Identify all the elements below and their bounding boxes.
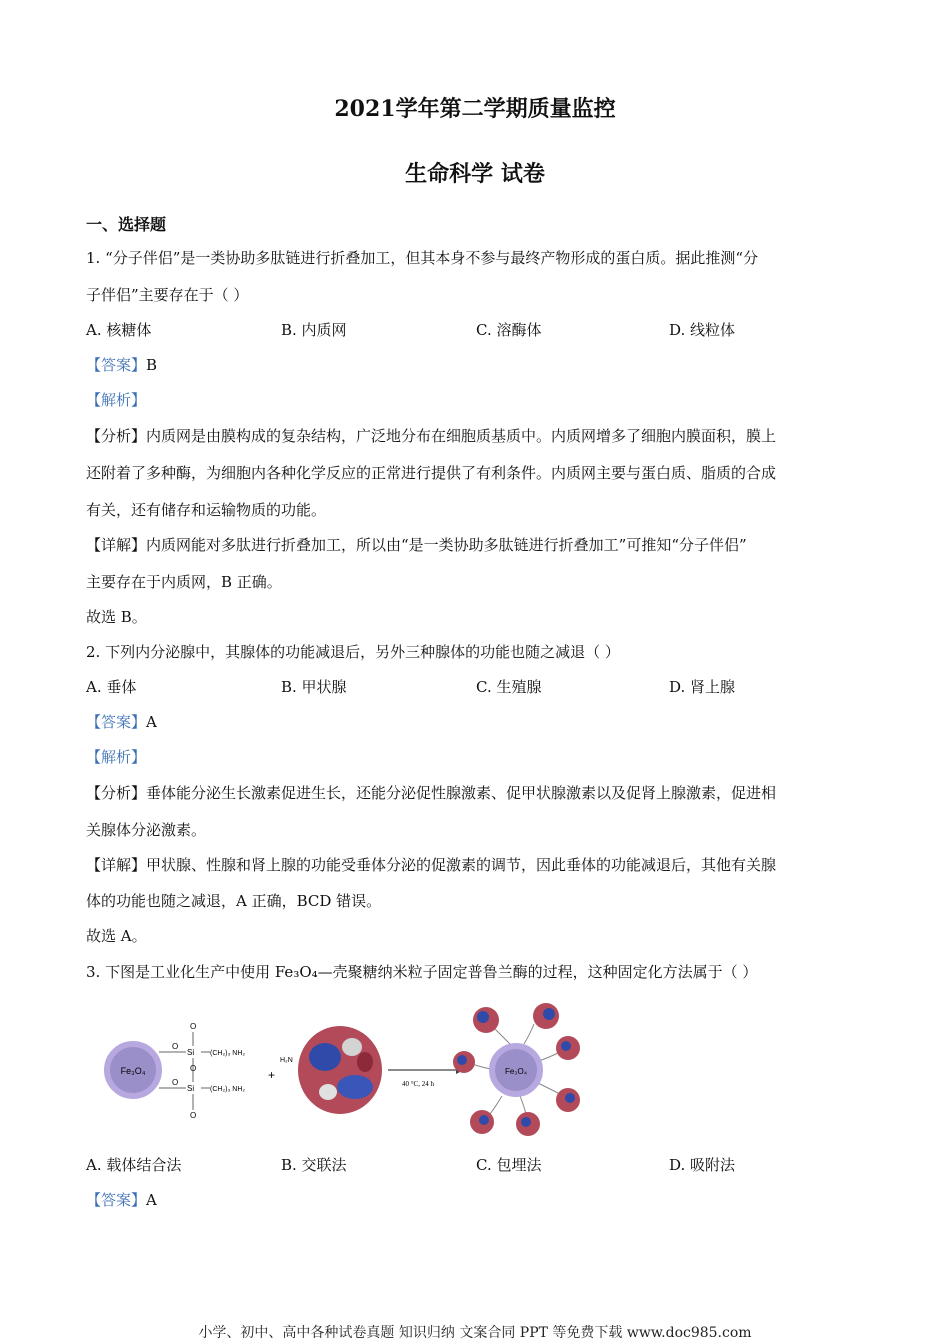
page-footer: 小学、初中、高中各种试卷真题 知识归纳 文案合同 PPT 等免费下载 www.doc985.com [198, 1325, 752, 1341]
oxygen-label-3: O [190, 1022, 197, 1031]
si-label-2: Si [187, 1084, 195, 1093]
silane-linker [159, 1032, 210, 1110]
q2-stem-line1: 2. 下列内分泌腺中，其腺体的功能减退后，另外三种腺体的功能也随之减退（ ） [86, 643, 620, 661]
q1-option-d: D. 线粒体 [669, 321, 736, 339]
detail-tag: 【详解】 [86, 856, 147, 874]
q2-detail-line1 [86, 855, 866, 875]
q2-option-d: D. 肾上腺 [669, 678, 736, 696]
oxygen-label-1: O [172, 1042, 179, 1051]
chain-label-2: (CH₂)₃ NH₂ [210, 1086, 246, 1093]
reaction-condition: 40 °C, 24 h [402, 1080, 434, 1088]
immobilization-figure [100, 1002, 590, 1142]
fe3o4-label-left: Fe₃O₄ [120, 1066, 146, 1076]
analysis-tag: 【解析】 [86, 748, 147, 766]
exam-subtitle: 生命科学 试卷 [405, 161, 545, 187]
q1-analysis-tag [86, 390, 866, 410]
q1-fenxi-line3: 有关，还有储存和运输物质的功能。 [86, 501, 327, 519]
enzyme-cluster [298, 1026, 382, 1114]
q1-fenxi-line2: 还附着了多种酶，为细胞内各种化学反应的正常进行提供了有利条件。内质网主要与蛋白质、脂质的合成 [86, 464, 777, 482]
fenxi-text: 内质网是由膜构成的复杂结构，广泛地分布在细胞质基质中。内质网增多了细胞内膜面积，膜上 [146, 427, 777, 445]
exam-title: 2021学年第二学期质量监控 [334, 96, 616, 122]
q2-conclusion: 故选 A。 [86, 927, 147, 945]
fenxi-tag: 【分析】 [86, 784, 147, 802]
q1-option-b: B. 内质网 [281, 321, 347, 339]
q3-answer [86, 1190, 866, 1210]
q1-stem-line2: 子伴侣”主要存在于（ ） [86, 286, 249, 304]
q2-option-b: B. 甲状腺 [281, 678, 347, 696]
answer-value: B [146, 356, 158, 374]
q2-detail-line2: 体的功能也随之减退，A 正确，BCD 错误。 [86, 892, 382, 910]
answer-value: A [146, 1191, 157, 1209]
q1-option-c: C. 溶酶体 [476, 321, 542, 339]
immobilized-product [453, 1003, 580, 1136]
q1-option-a: A. 核糖体 [86, 321, 152, 339]
q3-option-c: C. 包埋法 [476, 1156, 542, 1174]
amine-label: H₂N [280, 1057, 293, 1064]
q1-conclusion: 故选 B。 [86, 608, 147, 626]
section-title: 一、选择题 [86, 215, 167, 234]
q2-option-a: A. 垂体 [86, 678, 137, 696]
answer-tag: 【答案】 [86, 356, 147, 374]
q1-stem-line1: 1. “分子伴侣”是一类协助多肽链进行折叠加工，但其本身不参与最终产物形成的蛋白质。据此推测“分 [86, 249, 759, 267]
q2-answer [86, 712, 866, 732]
detail-text: 甲状腺、性腺和肾上腺的功能受垂体分泌的促激素的调节，因此垂体的功能减退后，其他有关腺 [146, 856, 777, 874]
fe3o4-label-right: Fe₃O₄ [504, 1067, 528, 1076]
q3-stem-line1: 3. 下图是工业化生产中使用 Fe₃O₄—壳聚糖纳米粒子固定普鲁兰酶的过程，这种固定化方法属于（ ） [86, 963, 758, 981]
q1-answer [86, 355, 866, 375]
oxygen-label-2: O [172, 1078, 179, 1087]
answer-tag: 【答案】 [86, 713, 147, 731]
q1-fenxi-line1 [86, 426, 866, 446]
q3-option-b: B. 交联法 [281, 1156, 347, 1174]
analysis-tag: 【解析】 [86, 391, 147, 409]
answer-value: A [146, 713, 157, 731]
oxygen-label-5: O [190, 1111, 197, 1120]
q2-fenxi-line1 [86, 783, 866, 803]
q2-option-c: C. 生殖腺 [476, 678, 542, 696]
q1-detail-line2: 主要存在于内质网，B 正确。 [86, 573, 282, 591]
q2-analysis-tag [86, 747, 866, 767]
detail-text: 内质网能对多肽进行折叠加工，所以由“是一类协助多肽链进行折叠加工”可推知“分子伴侣” [146, 536, 747, 554]
fenxi-tag: 【分析】 [86, 427, 147, 445]
fenxi-text: 垂体能分泌生长激素促进生长，还能分泌促性腺激素、促甲状腺激素以及促肾上腺激素，促进相 [146, 784, 777, 802]
q2-fenxi-line2: 关腺体分泌激素。 [86, 821, 207, 839]
detail-tag: 【详解】 [86, 536, 147, 554]
plus-sign: + [268, 1068, 276, 1082]
q3-option-a: A. 载体结合法 [86, 1156, 182, 1174]
oxygen-label-4: O [190, 1064, 197, 1073]
si-label-1: Si [187, 1048, 195, 1057]
q3-option-d: D. 吸附法 [669, 1156, 736, 1174]
q1-detail-line1 [86, 535, 866, 555]
chain-label-1: (CH₂)₃ NH₂ [210, 1050, 246, 1057]
answer-tag: 【答案】 [86, 1191, 147, 1209]
